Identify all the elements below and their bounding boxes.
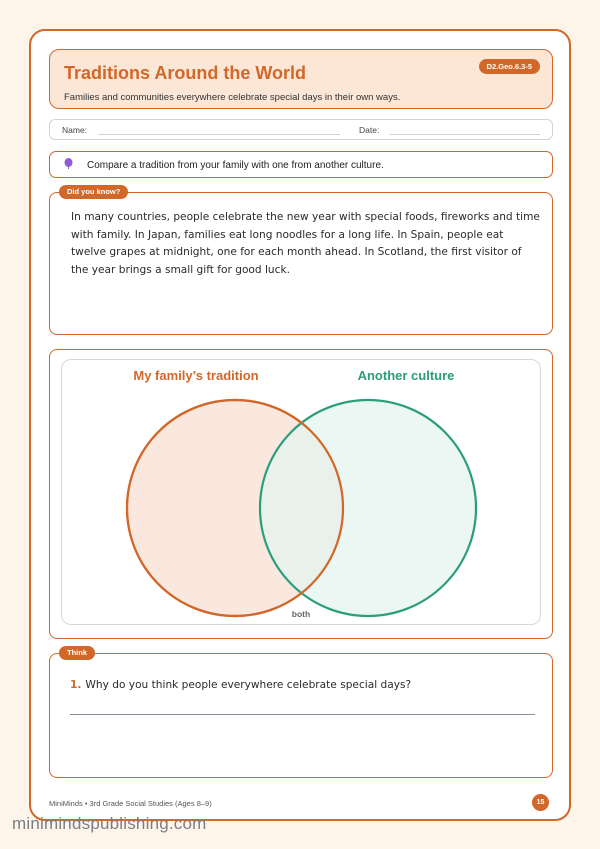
question-text: Why do you think people everywhere celebrate special days? [85, 679, 412, 691]
instruction-text: Compare a tradition from your family with one from another culture. [87, 160, 384, 171]
watermark: minimindspublishing.com [12, 814, 207, 833]
right-circle[interactable] [260, 400, 476, 616]
question-number: 1. [70, 679, 82, 691]
name-line[interactable] [98, 134, 340, 135]
venn-diagram-panel [61, 359, 541, 625]
think-box [49, 648, 553, 778]
balloon-icon [64, 158, 73, 169]
right-circle-label: Another culture [357, 368, 455, 383]
page-title: Traditions Around the World [64, 63, 306, 83]
venn-diagram-box [49, 349, 553, 639]
footer-text: MiniMinds • 3rd Grade Social Studies (Ages 8–9) [49, 799, 212, 808]
instruction-box [49, 151, 553, 178]
standard-code-badge: D2.Geo.6.3-5 [479, 59, 540, 74]
page-number-badge: 15 [532, 794, 549, 811]
did-you-know-tag: Did you know? [59, 185, 128, 199]
name-date-bar [49, 119, 553, 140]
name-label: Name: [62, 125, 88, 135]
did-you-know-box [49, 187, 553, 335]
overlap-label: both [291, 609, 311, 619]
think-tag: Think [59, 646, 95, 660]
date-label: Date: [359, 125, 380, 135]
date-line[interactable] [390, 134, 540, 135]
question-1 [70, 679, 411, 691]
worksheet-page [29, 29, 571, 821]
venn-diagram [62, 360, 542, 626]
page-subtitle: Families and communities everywhere celebrate special days in their own ways. [64, 92, 401, 103]
header-banner [49, 49, 553, 109]
did-you-know-text: In many countries, people celebrate the new year with special foods, fireworks and time with family. In Japan, families eat long noodles for a long life. In Spain, people eat twelve grapes at midnight, one for each month ahead. In Scotland, the first visitor of the year brings a small gift for good luck. [71, 211, 540, 276]
left-circle-label: My family’s tradition [133, 368, 259, 383]
answer-line[interactable] [70, 714, 535, 715]
